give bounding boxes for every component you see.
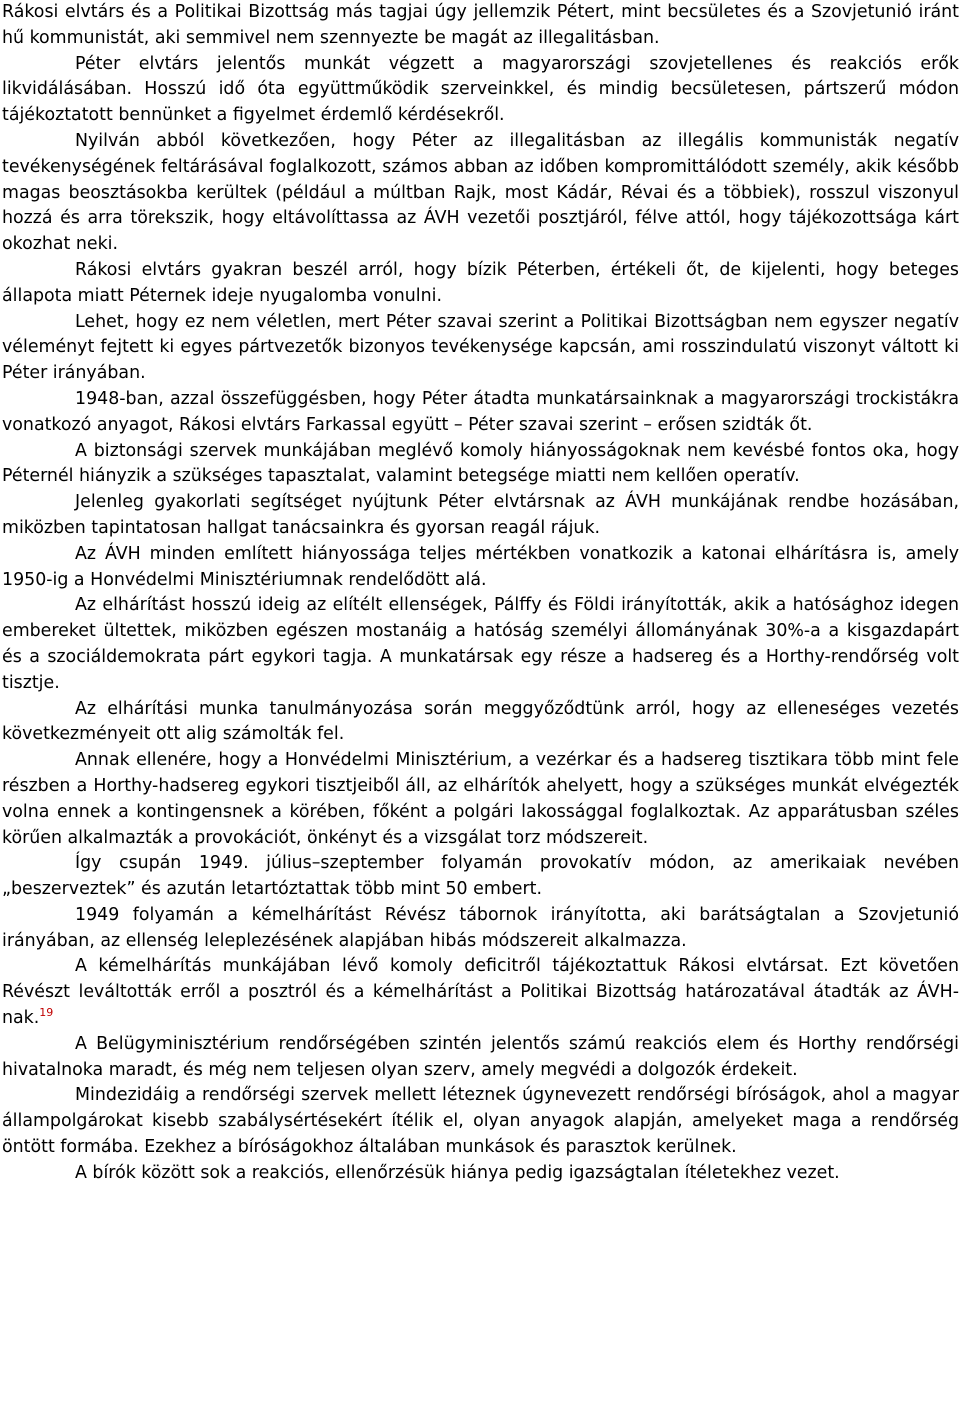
paragraph-14: 1949 folyamán a kémelhárítást Révész tábornok irányította, aki barátságtalan a Szovjetunió irányában, az ellenség leleplezésének alapjában hibás módszereit alkalmazza. [2, 904, 959, 951]
paragraph-6: 1948-ban, azzal összefüggésben, hogy Péter átadta munkatársainknak a magyarországi trockistákra vonatkozó anyagot, Rákosi elvtárs Farkassal együtt – Péter szavai szerint – erősen szidták őt. [2, 388, 959, 435]
paragraph-3: Nyilván abból következően, hogy Péter az illegalitásban az illegális kommunisták negatív tevékenységének feltárásával foglalkozott, számos abban az időben kompromittálódott személy, akik később magas beosztásokba kerültek (például a múltban Rajk, most Kádár, Révai és a többiek), rosszul viszonyul hozzá és arra törekszik, hogy eltávolíttassa az ÁVH vezetői posztjáról, félve attól, hogy tájékozottsága kárt okozhat neki. [2, 130, 959, 255]
paragraph-7: A biztonsági szervek munkájában meglévő komoly hiányosságoknak nem kevésbé fontos oka, hogy Péternél hiányzik a szükséges tapasztalat, valamint betegsége miatti nem kellően operatív. [2, 440, 959, 487]
paragraph-11: Az elhárítási munka tanulmányozása során meggyőződtünk arról, hogy az elleneséges vezetés következményeit ott alig számolták fel. [2, 698, 959, 745]
paragraph-2: Péter elvtárs jelentős munkát végzett a magyarországi szovjetellenes és reakciós erők likvidálásában. Hosszú idő óta együttműködik szerveinkkel, és mindig becsületesen, pártszerű módon tájékoztatott bennünket a figyelmet érdemlő kérdésekről. [2, 53, 959, 126]
paragraph-16: A Belügyminisztérium rendőrségében szintén jelentős számú reakciós elem és Horthy rendőrségi hivatalnoka maradt, és még nem teljesen olyan szerv, amely megvédi a dolgozók érdekeit. [2, 1033, 959, 1080]
paragraph-5: Lehet, hogy ez nem véletlen, mert Péter szavai szerint a Politikai Bizottságban nem egyszer negatív véleményt fejtett ki egyes pártvezetők bizonyos tevékenysége kapcsán, ami rosszindulatú viszonyt váltott ki Péter irányában. [2, 311, 959, 384]
paragraph-13: Így csupán 1949. július–szeptember folyamán provokatív módon, az amerikaiak nevében „beszerveztek” és azután letartóztattak több mint 50 embert. [2, 853, 959, 900]
paragraph-8: Jelenleg gyakorlati segítséget nyújtunk Péter elvtársnak az ÁVH munkájának rendbe hozásában, miközben tapintatosan hallgat tanácsainkra és gyorsan reagál rájuk. [2, 492, 959, 538]
paragraph-9: Az ÁVH minden említett hiányossága teljes mértékben vonatkozik a katonai elhárításra is, amely 1950-ig a Honvédelmi Minisztériumnak rendelődött alá. [2, 543, 959, 590]
paragraph-15-text: A kémelhárítás munkájában lévő komoly deficitről tájékoztattuk Rákosi elvtársat. Ezt követően Révészt leváltották erről a posztról és a kémelhárítást a Politikai Bizottság határozatával átadták az ÁVH-nak. [2, 956, 959, 1029]
paragraph-17: Mindezidáig a rendőrségi szervek mellett léteznek úgynevezett rendőrségi bíróságok, ahol a magyar állampolgárokat kisebb szabálysértésekért ítélik el, olyan anyagok alapján, amelyeket maga a rendőrség öntött formába. Ezekhez a bíróságokhoz általában munkások és parasztok kerülnek. [2, 1085, 959, 1158]
paragraph-15 [2, 954, 959, 1031]
paragraph-12: Annak ellenére, hogy a Honvédelmi Minisztérium, a vezérkar és a hadsereg tisztikara több mint fele részben a Horthy-hadsereg egykori tisztjeiből áll, az elhárítók ahelyett, hogy a szükséges munkát elvégezték volna ennek a kontingensnek a körében, főként a polgári lakossággal foglalkoztak. Az apparátusban széles körűen alkalmazták a provokációt, önkényt és a vizsgálat torz módszereit. [2, 750, 959, 848]
paragraph-18: A bírók között sok a reakciós, ellenőrzésük hiánya pedig igazságtalan ítéletekhez vezet. [75, 1162, 840, 1183]
paragraph-1: Rákosi elvtárs és a Politikai Bizottság más tagjai úgy jellemzik Pétert, mint becsületes és a Szovjetunió iránt hű kommunistát, aki semmivel nem szennyezte be magát az illegalitásban. [2, 2, 959, 48]
footnote-reference[interactable]: 19 [39, 1006, 54, 1020]
paragraph-10: Az elhárítást hosszú ideig az elítélt ellenségek, Pálffy és Földi irányították, akik a hatósághoz idegen embereket ültettek, miközben egészen mostanáig a hatóság személyi állományának 30%-a a kisgazdapárt és a szociáldemokrata párt egykori tagja. A munkatársak egy része a hadsereg és a Horthy-rendőrség volt tisztje. [2, 595, 959, 693]
paragraph-4: Rákosi elvtárs gyakran beszél arról, hogy bízik Péterben, értékeli őt, de kijelenti, hogy beteges állapota miatt Péternek ideje nyugalomba vonulni. [2, 259, 959, 306]
